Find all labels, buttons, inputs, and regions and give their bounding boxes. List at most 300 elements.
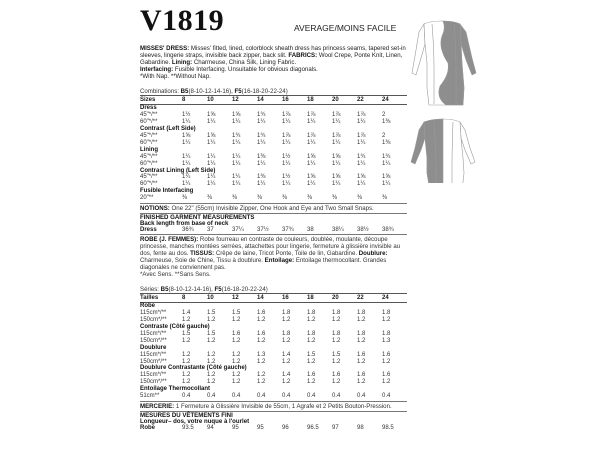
yardage-value: 1.8 <box>382 310 391 317</box>
yardage-value: 1⅞ <box>282 133 291 139</box>
yardage-value: 1.2 <box>257 372 266 379</box>
french-yardage-table <box>140 293 407 400</box>
yardage-value: 1.2 <box>207 351 216 358</box>
yardage-value: 1.8 <box>357 330 366 337</box>
yardage-value: 1.2 <box>257 317 266 324</box>
yardage-value: 1.2 <box>307 379 316 386</box>
yardage-value: 1½ <box>182 112 191 119</box>
yardage-value: 1⅞ <box>332 133 341 139</box>
yardage-value: 0.4 <box>382 393 391 400</box>
size-header: 12 <box>232 294 239 301</box>
yardage-value: 1.8 <box>382 330 391 337</box>
yardage-value: 1.2 <box>182 379 191 386</box>
yardage-value: 1½ <box>282 174 291 181</box>
yardage-value: 1¼ <box>357 160 366 167</box>
description-title-fr: ROBE (J. FEMMES): <box>140 235 199 243</box>
yardage-value: 1.2 <box>207 358 216 365</box>
yardage-value: 0.4 <box>332 393 341 400</box>
yardage-value: 1¼ <box>307 119 316 126</box>
yardage-value: 0.4 <box>257 393 266 400</box>
lining-text: Charmeuse, China Silk, Lining Fabric. <box>192 59 297 67</box>
yardage-value: 1¼ <box>232 174 241 181</box>
yardage-value: 0.4 <box>282 393 291 400</box>
measurement-value: 38¾ <box>382 227 394 234</box>
yardage-value: ⅜ <box>182 195 188 202</box>
combinations-label-fr: Séries: <box>140 286 161 294</box>
width-label: 60"*/** <box>140 181 158 188</box>
yardage-value: 1.2 <box>232 379 241 386</box>
yardage-value: 1.2 <box>382 317 391 324</box>
yardage-value: 1.5 <box>307 351 316 358</box>
yardage-value: 1.2 <box>182 317 191 324</box>
section-row <box>140 303 407 310</box>
size-header-row <box>140 96 407 105</box>
english-yardage-table <box>140 95 407 202</box>
yardage-value: 1¼ <box>207 174 216 181</box>
yardage-value: 1.2 <box>307 337 316 344</box>
yardage-value: 1.6 <box>332 372 341 379</box>
yardage-value: 1.5 <box>207 330 216 337</box>
yardage-value: 1¼ <box>332 181 341 188</box>
size-header: 12 <box>232 96 239 103</box>
width-label: 115cm*/** <box>140 330 167 337</box>
yardage-value: 1¼ <box>282 181 291 188</box>
measurement-value: 37¼ <box>232 227 244 234</box>
table-row <box>140 338 407 345</box>
width-label: 115cm*/** <box>140 310 167 317</box>
yardage-value: 1¼ <box>257 160 266 167</box>
yardage-value: 1¼ <box>382 160 391 167</box>
yardage-value: 1¼ <box>182 160 191 167</box>
measurement-value: 38½ <box>357 227 369 234</box>
measurement-label: Robe <box>140 425 155 432</box>
yardage-value: 1⅝ <box>207 133 216 139</box>
yardage-value: 1.5 <box>182 330 191 337</box>
yardage-value: 1¼ <box>207 181 216 188</box>
section-title: Doublure <box>140 344 167 351</box>
yardage-value: 1.8 <box>282 330 291 337</box>
yardage-value: 1.5 <box>332 351 341 358</box>
table-row <box>140 372 407 379</box>
english-notions <box>140 203 407 214</box>
yardage-value: 1.2 <box>382 379 391 386</box>
yardage-value: 0.4 <box>232 393 241 400</box>
yardage-value: 1¼ <box>332 160 341 167</box>
yardage-value: 1.2 <box>332 317 341 324</box>
section-title: Lining <box>140 146 158 153</box>
yardage-value: 1⅞ <box>307 133 316 139</box>
yardage-value: 1.2 <box>232 372 241 379</box>
section-row <box>140 386 407 393</box>
yardage-value: 1⅝ <box>357 174 366 181</box>
yardage-value: 1⅞ <box>282 112 291 119</box>
yardage-value: ⅜ <box>257 195 263 202</box>
yardage-value: 1¼ <box>207 139 216 146</box>
measurement-value: 97 <box>332 425 339 432</box>
yardage-value: 1¼ <box>357 119 366 126</box>
yardage-value: 1.8 <box>332 330 341 337</box>
width-label: 60"*/** <box>140 119 158 126</box>
width-label: 150cm*/** <box>140 379 167 386</box>
dress-front-icon <box>412 21 476 105</box>
yardage-value: ⅜ <box>332 195 338 202</box>
yardage-value: 1.2 <box>207 372 216 379</box>
yardage-value: 1¼ <box>307 181 316 188</box>
yardage-value: 1⅝ <box>332 153 341 160</box>
notions-text-fr: 1 Fermeture à Glissière Invisible de 55cm, 1 Agrafe et 2 Petits Bouton-Pression. <box>174 402 392 410</box>
combo-f5-sizes-fr: (16-18-20-22-24) <box>221 286 268 294</box>
table-row <box>140 119 407 126</box>
yardage-value: 1.6 <box>232 330 241 337</box>
measurement-value: 96.5 <box>307 425 319 432</box>
dress-back-icon <box>411 119 475 183</box>
yardage-value: 1⅜ <box>382 119 391 126</box>
measurement-value: 38¼ <box>332 227 344 234</box>
yardage-value: 1.2 <box>307 358 316 365</box>
yardage-value: 1.2 <box>232 317 241 324</box>
size-header: 24 <box>382 294 389 301</box>
yardage-value: 1.2 <box>332 337 341 344</box>
yardage-value: 1.2 <box>282 337 291 344</box>
yardage-value: 1⅞ <box>307 112 316 119</box>
combo-b5-sizes-fr: (8-10-12-14-16), <box>168 286 215 294</box>
combo-f5: F5 <box>234 88 242 96</box>
yardage-value: 1.2 <box>207 337 216 344</box>
lining-label-fr: Doublure: <box>358 250 388 258</box>
yardage-value: 1¼ <box>182 153 191 160</box>
combo-b5-fr: B5 <box>160 286 169 294</box>
yardage-value: 1⅝ <box>232 112 241 119</box>
yardage-value: 1¼ <box>282 139 291 146</box>
yardage-value: 1.2 <box>332 379 341 386</box>
width-label: 20"** <box>140 195 154 202</box>
yardage-value: 1.2 <box>357 358 366 365</box>
yardage-value: 1¼ <box>332 119 341 126</box>
yardage-value: 1¼ <box>232 181 241 188</box>
yardage-value: 1.2 <box>232 337 241 344</box>
measurement-value: 95 <box>257 425 264 432</box>
yardage-value: 2 <box>382 112 386 119</box>
yardage-value: 1⅝ <box>307 153 316 160</box>
fabrics-label-fr: TISSUS: <box>190 250 215 258</box>
size-header: 14 <box>257 96 264 103</box>
yardage-value: 1.2 <box>182 372 191 379</box>
yardage-value: 1.3 <box>257 351 266 358</box>
size-header: 16 <box>282 294 289 301</box>
width-label: 45"*/** <box>140 153 158 160</box>
interfacing-text-fr: Entoilage thermocollant. Grandes diagonales ne conviennent pas. <box>140 257 387 272</box>
description-title: MISSES' DRESS: <box>140 45 190 52</box>
yardage-value: 1.5 <box>232 310 241 317</box>
size-header: 20 <box>332 96 339 103</box>
yardage-value: 1.2 <box>357 317 366 324</box>
yardage-value: 1¼ <box>332 139 341 146</box>
dress-illustration <box>410 18 482 183</box>
yardage-value: ⅜ <box>207 195 213 202</box>
size-header: 22 <box>357 294 364 301</box>
size-header: 16 <box>282 96 289 103</box>
yardage-value: 1¼ <box>357 139 366 146</box>
yardage-value: 1.6 <box>257 330 266 337</box>
yardage-value: 1¼ <box>257 119 266 126</box>
finished-measurements-subtitle: Back length from base of neck <box>140 219 229 227</box>
lining-label: Lining: <box>171 59 193 67</box>
table-row <box>140 112 407 119</box>
table-row <box>140 393 407 400</box>
yardage-value: 1.2 <box>182 358 191 365</box>
interfacing-label-fr: Entoilage: <box>264 257 295 265</box>
yardage-value: 1¼ <box>182 119 191 126</box>
notions-label-fr: MERCERIE: <box>140 402 175 410</box>
yardage-value: ⅜ <box>282 195 288 202</box>
pattern-envelope-back <box>140 6 407 432</box>
yardage-value: 1⅞ <box>357 133 366 139</box>
fabrics-text: Wool Crepe, Ponte Knit, Linen, Gabardine. <box>140 52 403 67</box>
yardage-value: 1⅜ <box>257 174 266 181</box>
yardage-value: 1.2 <box>282 379 291 386</box>
combo-f5-fr: F5 <box>214 286 222 294</box>
yardage-value: 1⅜ <box>257 153 266 160</box>
yardage-value: 1¾ <box>382 153 391 160</box>
measurement-value: 98.5 <box>382 425 394 432</box>
yardage-value: 1¼ <box>257 181 266 188</box>
yardage-value: 1.2 <box>307 317 316 324</box>
yardage-value: 1.4 <box>282 372 291 379</box>
yardage-value: 1¼ <box>357 181 366 188</box>
table-row <box>140 352 407 359</box>
fabrics-text-fr: Crêpe de laine, Tricot Ponte, Toile de lin, Gabardine. <box>214 250 359 258</box>
yardage-value: 1.8 <box>332 310 341 317</box>
size-header: 18 <box>307 294 314 301</box>
size-header: 20 <box>332 294 339 301</box>
yardage-value: 1⅞ <box>357 112 366 119</box>
notions-label: NOTIONS: <box>140 204 170 212</box>
yardage-value: 1¼ <box>232 139 241 146</box>
yardage-value: 1.2 <box>357 337 366 344</box>
yardage-value: 1.6 <box>357 351 366 358</box>
table-row <box>140 331 407 338</box>
yardage-value: 1.2 <box>182 337 191 344</box>
interfacing-label: Interfacing: <box>140 66 174 74</box>
pattern-number: V1819 <box>140 4 225 37</box>
yardage-value: 1¼ <box>282 160 291 167</box>
section-title: Contraste (Côté gauche) <box>140 324 210 331</box>
table-row <box>140 379 407 386</box>
section-title: Entoilage Thermocollant <box>140 386 211 393</box>
lining-text-fr: Charmeuse, Soie de Chine, Tissu à doublure. <box>140 257 265 265</box>
yardage-value: 1.2 <box>207 379 216 386</box>
size-header: 10 <box>207 294 214 301</box>
yardage-value: 1⅝ <box>382 174 391 181</box>
yardage-value: 1¾ <box>357 153 366 160</box>
section-title: Contrast Lining (Left Side) <box>140 167 216 174</box>
french-combinations <box>140 286 407 293</box>
yardage-value: 1⅜ <box>382 139 391 146</box>
table-row <box>140 195 407 202</box>
width-label: 115cm*/** <box>140 351 167 358</box>
width-label: 45"*/** <box>140 174 158 181</box>
yardage-value: 1.2 <box>207 317 216 324</box>
width-label: 60"*/** <box>140 160 158 167</box>
yardage-value: 1½ <box>282 153 291 160</box>
yardage-value: ⅜ <box>232 195 238 202</box>
section-row <box>140 345 407 352</box>
size-header-label: Sizes <box>140 96 156 103</box>
yardage-value: 1.2 <box>182 351 191 358</box>
width-label: 60"*/** <box>140 139 158 146</box>
yardage-value: 1.6 <box>257 310 266 317</box>
table-row <box>140 181 407 188</box>
yardage-value: 1.2 <box>257 358 266 365</box>
interfacing-text: Fusible Interfacing. Unsuitable for obvious diagonals. <box>173 66 318 74</box>
table-row <box>140 310 407 317</box>
size-header: 10 <box>207 96 214 103</box>
width-label: 150cm*/** <box>140 317 167 324</box>
yardage-value: 1⅝ <box>182 133 191 139</box>
size-header: 24 <box>382 96 389 103</box>
table-row <box>140 161 407 168</box>
size-header: 14 <box>257 294 264 301</box>
table-row <box>140 317 407 324</box>
measurement-value: 37¾ <box>282 227 294 234</box>
french-description <box>140 236 407 279</box>
yardage-value: 1¼ <box>307 160 316 167</box>
table-row <box>140 174 407 181</box>
description-text: Misses' fitted, lined, colorblock sheath dress has princess seams, tapered set-in sleeves, lingerie straps, invisible back zipper, back slit. <box>140 45 406 60</box>
yardage-value: 1¼ <box>232 119 241 126</box>
yardage-value: 1¼ <box>307 139 316 146</box>
section-title: Fusible Interfacing <box>140 188 194 195</box>
yardage-value: 1¾ <box>232 133 241 139</box>
table-row <box>140 359 407 366</box>
yardage-value: 1.2 <box>382 358 391 365</box>
section-row <box>140 188 407 195</box>
size-header: 22 <box>357 96 364 103</box>
yardage-value: 1¼ <box>382 181 391 188</box>
size-header: 8 <box>182 294 186 301</box>
yardage-value: 1¼ <box>207 153 216 160</box>
yardage-value: 1.2 <box>282 358 291 365</box>
yardage-value: 1.2 <box>257 379 266 386</box>
combo-b5: B5 <box>180 88 189 96</box>
section-title: Doublure Contrastante (Côté gauche) <box>140 365 247 372</box>
yardage-value: 1⅞ <box>332 112 341 119</box>
finished-measurements-subtitle-fr: Longueur– dos, votre nuque à l'ourlet <box>140 417 250 425</box>
yardage-value: 1.4 <box>282 351 291 358</box>
english-description <box>140 45 407 80</box>
section-title: Dress <box>140 105 157 112</box>
measurement-value: 96 <box>282 425 289 432</box>
table-row <box>140 133 407 140</box>
finished-measurements-title-fr: MESURES DU VÊTEMENTS FINI <box>140 411 233 419</box>
section-title: Robe <box>140 303 155 310</box>
nap-note-fr: *Avec Sens. **Sans Sens. <box>140 271 211 279</box>
width-label: 115cm*/** <box>140 372 167 379</box>
yardage-value: 1.2 <box>282 317 291 324</box>
yardage-value: 1¼ <box>282 119 291 126</box>
yardage-value: 1.6 <box>357 372 366 379</box>
yardage-value: 1¼ <box>232 153 241 160</box>
size-header-row <box>140 294 407 303</box>
yardage-value: 1.6 <box>307 372 316 379</box>
yardage-value: 1.6 <box>382 351 391 358</box>
measurement-label: Dress <box>140 227 157 234</box>
yardage-value: 1⅝ <box>207 112 216 119</box>
width-label: 45"*/** <box>140 112 158 119</box>
yardage-value: 1.8 <box>307 310 316 317</box>
yardage-value: 1¾ <box>257 112 266 119</box>
measurement-value: 93.5 <box>182 425 194 432</box>
section-row <box>140 324 407 331</box>
section-row <box>140 365 407 372</box>
yardage-value: 1.2 <box>232 351 241 358</box>
notions-text: One 22" (55cm) Invisible Zipper, One Hook and Eye and Two Small Snaps. <box>169 204 374 212</box>
french-finished-measurements <box>140 425 407 432</box>
yardage-value: ⅜ <box>382 195 388 202</box>
yardage-value: 1.4 <box>182 310 191 317</box>
combinations-label: Combinations: <box>140 88 181 96</box>
section-row <box>140 147 407 154</box>
french-notions <box>140 401 407 412</box>
yardage-value: 1.2 <box>332 358 341 365</box>
fabrics-label: FABRICS: <box>288 52 318 60</box>
size-header: 8 <box>182 96 186 103</box>
measurement-value: 98 <box>357 425 364 432</box>
yardage-value: 0.4 <box>357 393 366 400</box>
table-row <box>140 154 407 161</box>
description-text-fr: Robe fourreau en contraste de couleurs, doublée, moulante, découpe princesse, manches montées serrées, attachettes pour lingerie, fermeture à glissière invisible au dos, fente au dos. <box>140 235 401 258</box>
measurement-value: 38 <box>307 227 314 234</box>
yardage-value: 1¼ <box>182 181 191 188</box>
width-label: 150cm*/** <box>140 337 167 344</box>
yardage-value: 1⅝ <box>332 174 341 181</box>
yardage-value: 1.2 <box>257 337 266 344</box>
measurement-value: 37 <box>207 227 214 234</box>
english-finished-measurements <box>140 227 407 235</box>
section-row <box>140 105 407 112</box>
yardage-value: 1¼ <box>182 139 191 146</box>
yardage-value: 1.2 <box>357 379 366 386</box>
nap-note: *With Nap. **Without Nap. <box>140 73 211 81</box>
yardage-value: 1¾ <box>257 133 266 139</box>
section-row <box>140 126 407 133</box>
yardage-value: 1⅝ <box>307 174 316 181</box>
combo-f5-sizes: (16-18-20-22-24) <box>241 88 288 96</box>
yardage-value: 1¼ <box>207 160 216 167</box>
section-title: Contrast (Left Side) <box>140 126 196 133</box>
english-combinations <box>140 88 407 95</box>
measurement-row <box>140 425 407 432</box>
combo-b5-sizes: (8-10-12-14-16), <box>188 88 235 96</box>
yardage-value: ⅜ <box>307 195 313 202</box>
yardage-value: 1¼ <box>257 139 266 146</box>
yardage-value: 0.4 <box>182 393 191 400</box>
yardage-value: 1¼ <box>232 160 241 167</box>
yardage-value: 1.2 <box>232 358 241 365</box>
section-row <box>140 168 407 175</box>
width-label: 45"*/** <box>140 133 158 139</box>
width-label: 51cm** <box>140 393 160 400</box>
measurement-row <box>140 227 407 234</box>
measurement-value: 95 <box>232 425 239 432</box>
yardage-value: 1.8 <box>307 330 316 337</box>
size-header-label: Tailles <box>140 294 159 301</box>
measurement-value: 94 <box>207 425 214 432</box>
yardage-value: 0.4 <box>207 393 216 400</box>
yardage-value: 1.6 <box>382 372 391 379</box>
size-header: 18 <box>307 96 314 103</box>
yardage-value: 1.5 <box>207 310 216 317</box>
